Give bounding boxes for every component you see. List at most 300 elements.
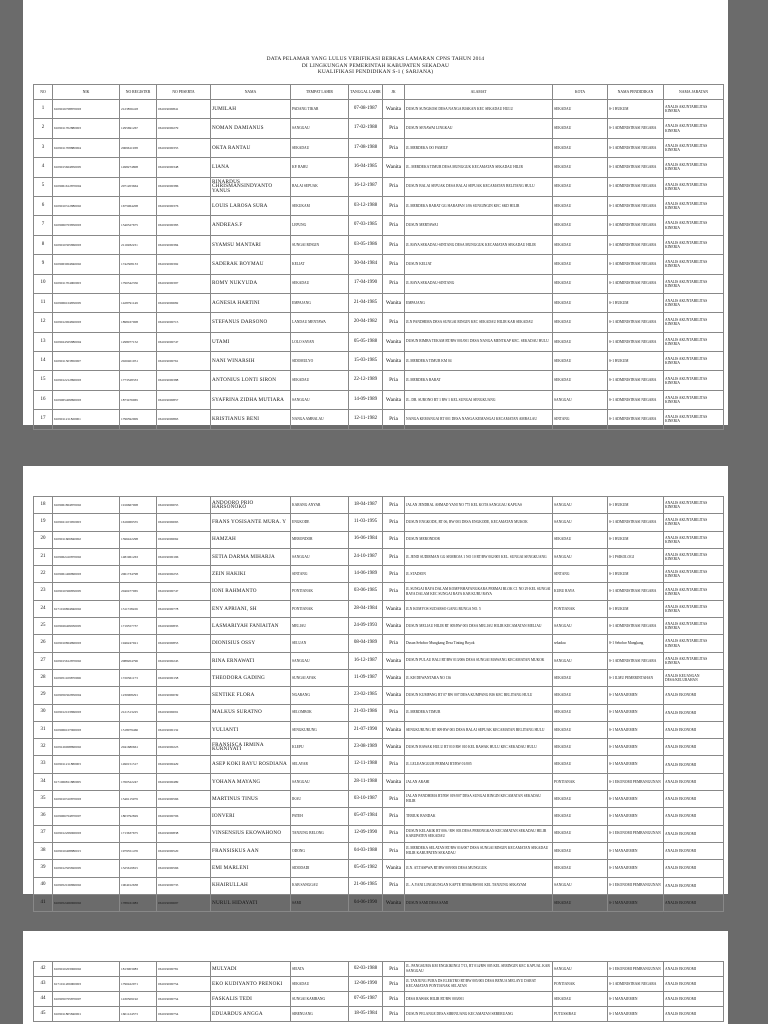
address-cell: DUSUN MERONDOR — [405, 531, 553, 548]
position-cell: ANALIS AKUNTABILITAS KINERJA — [664, 548, 724, 565]
document-page-2 — [23, 466, 728, 906]
address-cell: DUSUN ENGKODE, RT 06, RW 003 DESA ENGKODE, KECAMATAN MUKOK — [405, 514, 553, 531]
table-header-row — [34, 85, 724, 100]
nik-cell: 6109061612870004 — [53, 177, 120, 196]
register-cell: 1904012638 — [120, 877, 157, 894]
nik-cell: 6109066107900003 — [53, 721, 120, 738]
education-cell: S-1 ADMINISTRASI NEGARA — [608, 255, 664, 274]
city-cell: SANGGAU — [553, 548, 608, 565]
gender-cell: Wanita — [383, 352, 405, 371]
education-cell: S-1 ILMU PEMERINTAHAN — [608, 669, 664, 686]
address-cell: DUSUN KELAKIK RT 006 / RW 003 DESA PERONGKAN KECAMATAN SEKADAU HILIR KABUPATEN SEKADAU — [405, 825, 553, 842]
gender-cell: Pria — [383, 371, 405, 390]
education-cell: S-1 ADMINISTRASI NEGARA — [608, 371, 664, 390]
table-row — [34, 390, 724, 409]
name-cell: EDUARDUS ANGGA — [211, 1007, 291, 1022]
register-cell: 1916667008 — [120, 497, 157, 514]
education-cell: S-1 PSIKOLOGI — [608, 548, 664, 565]
birthdate-cell: 07-03-1985 — [349, 216, 383, 235]
table-row — [34, 196, 724, 215]
position-cell: ANALIS AKUNTABILITAS KINERJA — [664, 255, 724, 274]
participant-number-cell: 061019000566 — [157, 860, 211, 877]
register-cell: 2110282231 — [120, 235, 157, 254]
register-cell: 1430509192 — [120, 992, 157, 1007]
row-number: 25 — [34, 618, 53, 635]
gender-cell: Wanita — [383, 390, 405, 409]
address-cell: JL MERDEKA TIMUR KM 04 — [405, 352, 553, 371]
table-row — [34, 842, 724, 859]
birthplace-cell: KARANG ANYAR — [291, 497, 349, 514]
position-cell: ANALIS AKUNTABILITAS KINERJA — [664, 531, 724, 548]
table-row — [34, 566, 724, 583]
city-cell: SEKADAU — [553, 756, 608, 773]
name-cell: LOUIS LAROSA SURA — [211, 196, 291, 215]
city-cell: SEKADAU — [553, 791, 608, 808]
register-cell: 1298077152 — [120, 332, 157, 351]
education-cell: S-1 MANAJEMEN — [608, 739, 664, 756]
birthplace-cell: PADANG TIKAR — [291, 100, 349, 119]
register-cell: 1540327675 — [120, 216, 157, 235]
row-number: 2 — [34, 119, 53, 138]
name-cell: AGNESIA HARTINI — [211, 293, 291, 312]
city-cell: PONTIANAK — [553, 977, 608, 992]
position-cell: ANALIS EKONOMI — [664, 962, 724, 977]
education-cell: S-1 ADMINISTRASI NEGARA — [608, 390, 664, 409]
address-cell: JLN KOMYOS SUDARSO GANG BUNGA NO. 5 — [405, 600, 553, 617]
city-cell: SINTANG — [553, 410, 608, 429]
row-number: 5 — [34, 177, 53, 196]
nik-cell: 6109061804870002 — [53, 497, 120, 514]
participant-number-cell: 061019000132 — [157, 721, 211, 738]
address-cell: SENGKURUNG RT 009 RW 003 DESA BALAI SEPUAK KECAMATAN BELITANG HULU — [405, 721, 553, 738]
gender-cell: Pria — [383, 196, 405, 215]
nik-cell: 6109015612870002 — [53, 652, 120, 669]
address-cell: JL MERDEKA BARAT — [405, 371, 553, 390]
position-cell: ANALIS AKUNTABILITAS KINERJA — [664, 583, 724, 600]
participant-number-cell: 061019000835 — [157, 618, 211, 635]
city-cell: sekadau — [553, 635, 608, 652]
city-cell: SEKADAU — [553, 992, 608, 1007]
city-cell: KUBU RAYA — [553, 583, 608, 600]
name-cell: NANI WINARSIH — [211, 352, 291, 371]
education-cell: S-1 EKONOMI PEMBANGUNAN — [608, 962, 664, 977]
row-number: 9 — [34, 255, 53, 274]
participant-number-cell: 061019000857 — [157, 390, 211, 409]
birthplace-cell: SELUAN — [291, 635, 349, 652]
nik-cell: 6109011211880003 — [53, 756, 120, 773]
table-row — [34, 977, 724, 992]
row-number: 32 — [34, 739, 53, 756]
address-cell: JL KH DEWANTARA NO 136 — [405, 669, 553, 686]
col-header: TANGGAL LAHIR — [349, 85, 383, 100]
table-row — [34, 235, 724, 254]
name-cell: OKTA RANTAU — [211, 138, 291, 157]
nik-cell: 6109060703850003 — [53, 216, 120, 235]
name-cell: FASKALIS TEDI — [211, 992, 291, 1007]
city-cell: SEKADAU — [553, 274, 608, 293]
education-cell: S-1 ADMINISTRASI NEGARA — [608, 235, 664, 254]
participant-number-cell: 061019000397 — [157, 274, 211, 293]
table-row — [34, 825, 724, 842]
birthplace-cell: SAMI — [291, 894, 349, 911]
gender-cell: Pria — [383, 825, 405, 842]
birthplace-cell: SANGGAU — [291, 652, 349, 669]
birthplace-cell: PONTIANAK — [291, 600, 349, 617]
city-cell: SEKADAU — [553, 100, 608, 119]
education-cell: S-1 ADMINISTRASI NEGARA — [608, 618, 664, 635]
row-number: 26 — [34, 635, 53, 652]
participant-number-cell: 061019000429 — [157, 756, 211, 773]
birthdate-cell: 14-09-1989 — [349, 390, 383, 409]
register-cell: 1720361173 — [120, 669, 157, 686]
table-row — [34, 877, 724, 894]
birthdate-cell: 04-03-1988 — [349, 842, 383, 859]
name-cell: MALKUS SURATNO — [211, 704, 291, 721]
participant-number-cell: 061019000735 — [157, 877, 211, 894]
row-number: 1 — [34, 100, 53, 119]
gender-cell: Wanita — [383, 687, 405, 704]
city-cell: SEKADAU — [553, 313, 608, 332]
address-cell: JL. MERDEKA TIMUR DESA MUNGGUK KECAMATAN SEKADAU HILIR — [405, 158, 553, 177]
birthdate-cell: 07-08-1987 — [349, 100, 383, 119]
gender-cell: Pria — [383, 514, 405, 531]
education-cell: S-1 EKONOMI PEMBANGUNAN — [608, 877, 664, 894]
birthdate-cell: 11-09-1987 — [349, 669, 383, 686]
birthdate-cell: 21-04-1985 — [349, 293, 383, 312]
nik-cell: 6109052106860002 — [53, 877, 120, 894]
address-cell: DUSUN PELANGE DESA SIBENUANG KECAMATAN SEBERUANG — [405, 1007, 553, 1022]
gender-cell: Pria — [383, 704, 405, 721]
address-cell: DUSUN BALAI SEPUAK DESA BALAI SEPUAK KECAMATAN BELITANG HULU — [405, 177, 553, 196]
register-cell: 2071203664 — [120, 177, 157, 196]
birthdate-cell: 18-05-1984 — [349, 1007, 383, 1022]
register-cell: 1742308133 — [120, 255, 157, 274]
education-cell: S-1 ADMINISTRASI NEGARA — [608, 138, 664, 157]
birthdate-cell: 21-03-1986 — [349, 704, 383, 721]
birthplace-cell: LEPUNG — [291, 216, 349, 235]
birthplace-cell: LOLO SAYAN — [291, 332, 349, 351]
nik-cell: 6109016708870003 — [53, 100, 120, 119]
name-cell: LASMARIYAH FANIAITAN — [211, 618, 291, 635]
city-cell: SEKADAU — [553, 669, 608, 686]
gender-cell: Pria — [383, 274, 405, 293]
row-number: 16 — [34, 390, 53, 409]
row-number: 34 — [34, 773, 53, 790]
birthdate-cell: 16-06-1984 — [349, 531, 383, 548]
nik-cell: 6109026409930005 — [53, 618, 120, 635]
position-cell: ANALIS AKUNTABILITAS KINERJA — [664, 196, 724, 215]
gender-cell: Pria — [383, 842, 405, 859]
nik-cell: 6109065409890003 — [53, 390, 120, 409]
birthplace-cell: NANGA AMBALAU — [291, 410, 349, 429]
participant-number-cell: 061019000355 — [157, 138, 211, 157]
name-cell: HAMZAH — [211, 531, 291, 548]
position-cell: ANALIS AKUNTABILITAS KINERJA — [664, 293, 724, 312]
register-cell: 1596422298 — [120, 531, 157, 548]
col-header: ALAMAT — [405, 85, 553, 100]
nik-cell: 6109010305860003 — [53, 235, 120, 254]
city-cell: SEKADAU — [553, 531, 608, 548]
participant-number-cell: 061019000223 — [157, 739, 211, 756]
address-cell: DUSUN PULAU BALI RT/RW 013/006 DESA SUNGAI MAWANG KECAMATAN MUKOK — [405, 652, 553, 669]
name-cell: KRISTIANUS BENI — [211, 410, 291, 429]
address-cell: DUSUN SUNGKOSI DESA NANGA BIAKAN KEC SEKADAU HULU — [405, 100, 553, 119]
birthplace-cell: KELIAT — [291, 255, 349, 274]
register-cell: 1773328333 — [120, 371, 157, 390]
name-cell: RINA ERNAWATI — [211, 652, 291, 669]
participant-number-cell: 061019000392 — [157, 255, 211, 274]
birthdate-cell: 12-11-1988 — [349, 756, 383, 773]
row-number: 21 — [34, 548, 53, 565]
birthdate-cell: 17-02-1988 — [349, 119, 383, 138]
register-cell: 1546115979 — [120, 791, 157, 808]
name-cell: MULYADI — [211, 962, 291, 977]
city-cell: SEKADAU — [553, 894, 608, 911]
register-cell: 1803792829 — [120, 808, 157, 825]
register-cell: 1498274808 — [120, 158, 157, 177]
address-cell: JL MERDEKA OO FAMILY — [405, 138, 553, 157]
gender-cell: Wanita — [383, 773, 405, 790]
position-cell: ANALIS EKONOMI — [664, 721, 724, 738]
education-cell: S-1 MANAJEMEN — [608, 756, 664, 773]
nik-cell: 6171016804840002 — [53, 600, 120, 617]
table-row — [34, 313, 724, 332]
city-cell: PONTIANAK — [553, 600, 608, 617]
birthplace-cell: SEKUKAM — [291, 196, 349, 215]
position-cell: ANALIS AKUNTABILITAS KINERJA — [664, 618, 724, 635]
nik-cell: 6109011704900003 — [53, 274, 120, 293]
address-cell: JALAN PANDHIMA RT/RW 019/007 DESA SUNGAI RINGIN KECAMATAN SEKADAU HILIR — [405, 791, 553, 808]
position-cell: ANALIS EKONOMI — [664, 977, 724, 992]
birthplace-cell: KAB SANGGAU — [291, 877, 349, 894]
nik-cell: 6109010203900002 — [53, 962, 120, 977]
row-number: 19 — [34, 514, 53, 531]
city-cell: SEKADAU — [553, 255, 608, 274]
city-cell: SANGGAU — [553, 514, 608, 531]
register-cell: 1813903083 — [120, 962, 157, 977]
name-cell: FRANS YOSISANTE MURA. Y — [211, 514, 291, 531]
nik-cell: 6109010804890003 — [53, 635, 120, 652]
city-cell: SEKADAU — [553, 332, 608, 351]
city-cell: SEKADAU — [553, 704, 608, 721]
name-cell: VINSENSIUS EKOWAHONO — [211, 825, 291, 842]
birthdate-cell: 04-06-1990 — [349, 894, 383, 911]
gender-cell: Pria — [383, 877, 405, 894]
document-page-1 — [23, 0, 728, 425]
gender-cell: Pria — [383, 177, 405, 196]
participant-number-cell: 061019000841 — [157, 100, 211, 119]
birthdate-cell: 05-05-1982 — [349, 860, 383, 877]
register-cell: 1796592909 — [120, 410, 157, 429]
name-cell: ENY APRIANI, SH — [211, 600, 291, 617]
gender-cell: Pria — [383, 1007, 405, 1022]
register-cell: 1760522247 — [120, 773, 157, 790]
name-cell: EMI MARLENI — [211, 860, 291, 877]
name-cell: SENTIKE FLORA — [211, 687, 291, 704]
participant-number-cell: 061019000781 — [157, 962, 211, 977]
name-cell: SETIA DARMA MIHARJA — [211, 548, 291, 565]
participant-number-cell: 061019000697 — [157, 894, 211, 911]
position-cell: ANALIS AKUNTABILITAS KINERJA — [664, 274, 724, 293]
address-cell: JLN. AT.TASPWA RT/RW 009/003 DESA MUNGGUK — [405, 860, 553, 877]
birthdate-cell: 07-05-1987 — [349, 992, 383, 1007]
participant-number-cell: 061019000376 — [157, 196, 211, 215]
education-cell: S-1 HUKUM — [608, 293, 664, 312]
document-header — [23, 0, 728, 76]
gender-cell: Pria — [383, 635, 405, 652]
address-cell: JALAN ARAHI — [405, 773, 553, 790]
row-number: 36 — [34, 808, 53, 825]
table-row — [34, 371, 724, 390]
city-cell: SANGGAU — [553, 962, 608, 977]
nik-cell: 6109050705870007 — [53, 992, 120, 1007]
city-cell: SEKADAU — [553, 371, 608, 390]
name-cell: NURUL HIDAYATI — [211, 894, 291, 911]
col-header: JK — [383, 85, 405, 100]
gender-cell: Pria — [383, 583, 405, 600]
education-cell: S-1 HUKUM — [608, 600, 664, 617]
birthdate-cell: 12-09-1990 — [349, 825, 383, 842]
nik-cell: 6109011606840002 — [53, 531, 120, 548]
birthplace-cell: SINTANG — [291, 566, 349, 583]
position-cell: ANALIS EKONOMI — [664, 992, 724, 1007]
register-cell: 1713637675 — [120, 825, 157, 842]
city-cell: PUTUSSIBAU — [553, 1007, 608, 1022]
participant-number-cell: 061019000778 — [157, 600, 211, 617]
birthdate-cell: 14-06-1989 — [349, 566, 383, 583]
education-cell: S-1 ADMINISTRASI NEGARA — [608, 514, 664, 531]
gender-cell: Wanita — [383, 894, 405, 911]
position-cell: ANALIS AKUNTABILITAS KINERJA — [664, 119, 724, 138]
gender-cell: Pria — [383, 138, 405, 157]
applicant-table-continued — [33, 961, 724, 1022]
table-row — [34, 177, 724, 196]
birthplace-cell: KLEPU — [291, 739, 349, 756]
register-cell: 1788161983 — [120, 894, 157, 911]
col-header: NAMA JABATAN — [664, 85, 724, 100]
birthplace-cell: PONTIANAK — [291, 583, 349, 600]
name-cell: SYAMSU MANTARI — [211, 235, 291, 254]
name-cell: IONVERI — [211, 808, 291, 825]
education-cell: S-1 MANAJEMEN — [608, 721, 664, 738]
gender-cell: Pria — [383, 548, 405, 565]
position-cell: ANALIS AKUNTABILITAS KINERJA — [664, 216, 724, 235]
table-row — [34, 721, 724, 738]
education-cell: S-1 HUKUM — [608, 100, 664, 119]
nik-cell: 6109061406890003 — [53, 566, 120, 583]
gender-cell: Wanita — [383, 600, 405, 617]
row-number: 43 — [34, 977, 53, 992]
birthdate-cell: 05-07-1984 — [349, 808, 383, 825]
col-header: NO REGISTER — [120, 85, 157, 100]
birthdate-cell: 12-11-1982 — [349, 410, 383, 429]
city-cell: SEKADAU — [553, 177, 608, 196]
col-header: TEMPAT LAHIR — [291, 85, 349, 100]
name-cell: YULIANTI — [211, 721, 291, 738]
name-cell: IONI RAHMANTO — [211, 583, 291, 600]
name-cell: JUMILAH — [211, 100, 291, 119]
nik-cell: 6109126008890002 — [53, 739, 120, 756]
participant-number-cell: 061019000091 — [157, 704, 211, 721]
position-cell: ANALIS EKONOMI — [664, 687, 724, 704]
birthplace-cell: IKAU — [291, 791, 349, 808]
city-cell: SANGGAU — [553, 618, 608, 635]
position-cell: ANALIS AKUNTABILITAS KINERJA — [664, 313, 724, 332]
register-cell: 2069611938 — [120, 138, 157, 157]
gender-cell: Pria — [383, 992, 405, 1007]
name-cell: ANDOORO PRIO HARSONOKO — [211, 497, 291, 514]
address-cell: JL STADION — [405, 566, 553, 583]
name-cell: NOMAN DAMIANUS — [211, 119, 291, 138]
name-cell: YOHANA MAYANG — [211, 773, 291, 790]
table-row — [34, 652, 724, 669]
address-cell: DUSUN MELIAU HILIR RT 005/RW 003 DESA MELIAU HILIR KECAMATAN MELIAU — [405, 618, 553, 635]
address-cell: DESA RAWAK HILIR RT/RW 003/001 — [405, 992, 553, 1007]
position-cell: ANALIS EKONOMI — [664, 825, 724, 842]
table-row — [34, 138, 724, 157]
register-cell: 1490151517 — [120, 756, 157, 773]
city-cell: SEKADAU — [553, 235, 608, 254]
birthplace-cell: SUNGAI AYAK — [291, 669, 349, 686]
city-cell: SEKADAU — [553, 216, 608, 235]
position-cell: ANALIS AKUNTABILITAS KINERJA — [664, 635, 724, 652]
position-cell: ANALIS AKUNTABILITAS KINERJA — [664, 235, 724, 254]
city-cell: SEKADAU — [553, 721, 608, 738]
education-cell: S-1 Sebobor Mungkang — [608, 635, 664, 652]
city-cell: SEKADAU — [553, 119, 608, 138]
birthplace-cell: MERONDOR — [291, 531, 349, 548]
table-row — [34, 992, 724, 1007]
row-number: 23 — [34, 583, 53, 600]
register-cell: 2088204796 — [120, 652, 157, 669]
education-cell: S-1 MANAJEMEN — [608, 687, 664, 704]
participant-number-cell: 061019000062 — [157, 531, 211, 548]
row-number: 45 — [34, 1007, 53, 1022]
participant-number-cell: 061019000253 — [157, 566, 211, 583]
row-number: 30 — [34, 704, 53, 721]
name-cell: FRANSISCA IRMINA KURNIYATI — [211, 739, 291, 756]
table-row — [34, 600, 724, 617]
participant-number-cell: 061019000245 — [157, 652, 211, 669]
register-cell: 1790422971 — [120, 977, 157, 992]
address-cell: JL MERDEKA BARAT GG HARAPAN 1/06 SUNGINGIN KEC SKD HILIR — [405, 196, 553, 215]
address-cell: JL. PANGSUMA KM ENGKIKINGI 7/13, RT 014/RW 005 KEL SERINGIN KEC KAPUAL KAB SANGGAU — [405, 962, 553, 977]
nik-cell: 6109010310870003 — [53, 791, 120, 808]
table-row — [34, 514, 724, 531]
position-cell: ANALIS EKONOMI — [664, 860, 724, 877]
row-number: 4 — [34, 158, 53, 177]
city-cell: SINTANG — [553, 566, 608, 583]
birthdate-cell: 02-03-1988 — [349, 962, 383, 977]
education-cell: S-1 MANAJEMEN — [608, 860, 664, 877]
birthdate-cell: 18-04-1987 — [349, 497, 383, 514]
education-cell: S-1 ADMINISTRASI NEGARA — [608, 216, 664, 235]
education-cell: S-1 ADMINISTRASI NEGARA — [608, 177, 664, 196]
table-row — [34, 531, 724, 548]
row-number: 6 — [34, 196, 53, 215]
participant-number-cell: 061019000853 — [157, 635, 211, 652]
row-number: 33 — [34, 756, 53, 773]
birthdate-cell: 30-04-1984 — [349, 255, 383, 274]
position-cell: ANALIS AKUNTABILITAS KINERJA — [664, 371, 724, 390]
education-cell: S-1 ADMINISTRASI NEGARA — [608, 119, 664, 138]
education-cell: S-1 MANAJEMEN — [608, 791, 664, 808]
city-cell: SEKADAU — [553, 739, 608, 756]
register-cell: 1230908291 — [120, 687, 157, 704]
position-cell: ANALIS AKUNTABILITAS KINERJA — [664, 332, 724, 351]
birthplace-cell: SANGGAU — [291, 548, 349, 565]
birthplace-cell: KP. BARU — [291, 158, 349, 177]
